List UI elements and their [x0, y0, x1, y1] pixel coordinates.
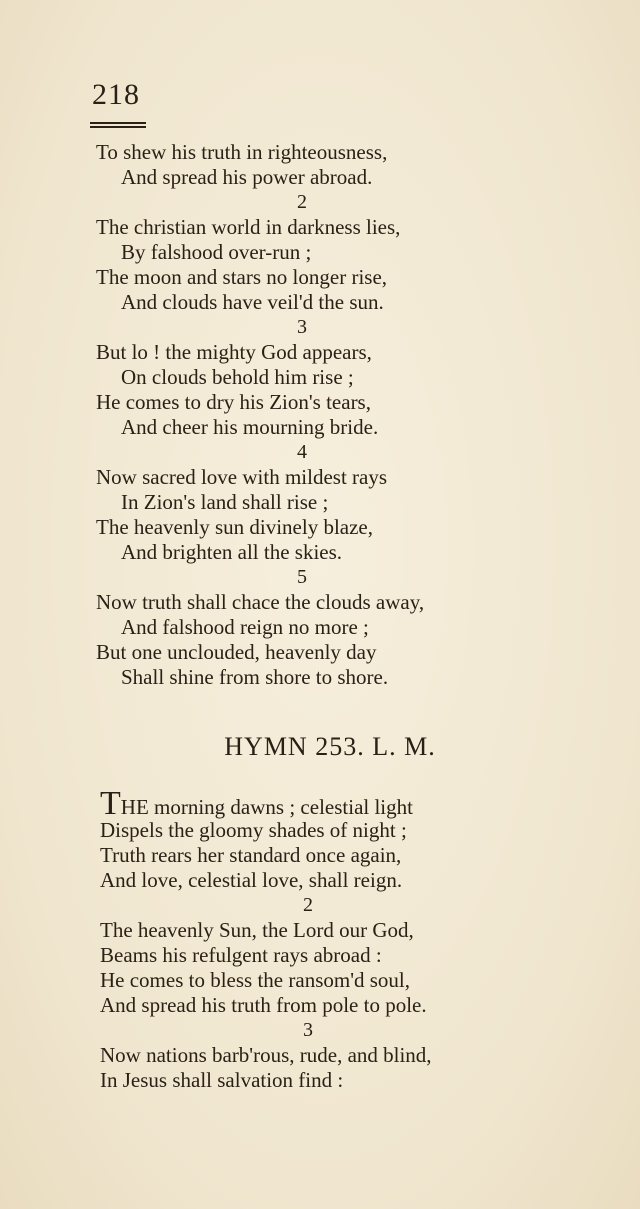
stanza-number: 2	[303, 894, 313, 916]
verse-line: And spread his power abroad.	[121, 165, 373, 189]
page-number: 218	[92, 78, 140, 111]
stanza-number: 3	[297, 316, 307, 338]
verse-line: But lo ! the mighty God appears,	[96, 340, 372, 364]
verse-line: And clouds have veil'd the sun.	[121, 290, 384, 314]
verse-line: Beams his refulgent rays abroad :	[100, 943, 382, 967]
verse-line: To shew his truth in righteousness,	[96, 140, 388, 164]
verse-line: Dispels the gloomy shades of night ;	[100, 818, 407, 842]
drop-cap: T	[100, 785, 121, 822]
verse-line: And falshood reign no more ;	[121, 615, 369, 639]
verse-line: Now truth shall chace the clouds away,	[96, 590, 425, 614]
verse-line: But one unclouded, heavenly day	[96, 640, 377, 664]
verse-line: Now nations barb'rous, rude, and blind,	[100, 1043, 432, 1067]
verse-line: In Zion's land shall rise ;	[121, 490, 329, 514]
verse-line: Shall shine from shore to shore.	[121, 665, 389, 689]
hymn-title: HYMN 253. L. M.	[224, 732, 436, 761]
verse-line: The christian world in darkness lies,	[96, 215, 401, 239]
verse-line: In Jesus shall salvation find :	[100, 1068, 344, 1092]
verse-line: The heavenly sun divinely blaze,	[96, 515, 373, 539]
verse-line: And love, celestial love, shall reign.	[100, 868, 403, 892]
verse-line: HE morning dawns ; celestial light	[120, 795, 413, 819]
verse-line: And cheer his mourning bride.	[121, 415, 379, 439]
verse-line: He comes to dry his Zion's tears,	[96, 390, 371, 414]
stanza-number: 5	[297, 566, 307, 588]
header-rule	[90, 122, 146, 128]
verse-line: By falshood over-run ;	[121, 240, 312, 264]
verse-line: Truth rears her standard once again,	[100, 843, 402, 867]
verse-first-line	[100, 785, 413, 822]
verse-line: Now sacred love with mildest rays	[96, 465, 388, 489]
verse-line: The moon and stars no longer rise,	[96, 265, 388, 289]
verse-line: The heavenly Sun, the Lord our God,	[100, 918, 414, 942]
verse-line: And spread his truth from pole to pole.	[100, 993, 427, 1017]
stanza-number: 2	[297, 191, 307, 213]
stanza-number: 3	[303, 1019, 313, 1041]
verse-line: He comes to bless the ransom'd soul,	[100, 968, 410, 992]
verse-line: And brighten all the skies.	[121, 540, 343, 564]
stanza-number: 4	[297, 441, 307, 463]
verse-line: On clouds behold him rise ;	[121, 365, 354, 389]
